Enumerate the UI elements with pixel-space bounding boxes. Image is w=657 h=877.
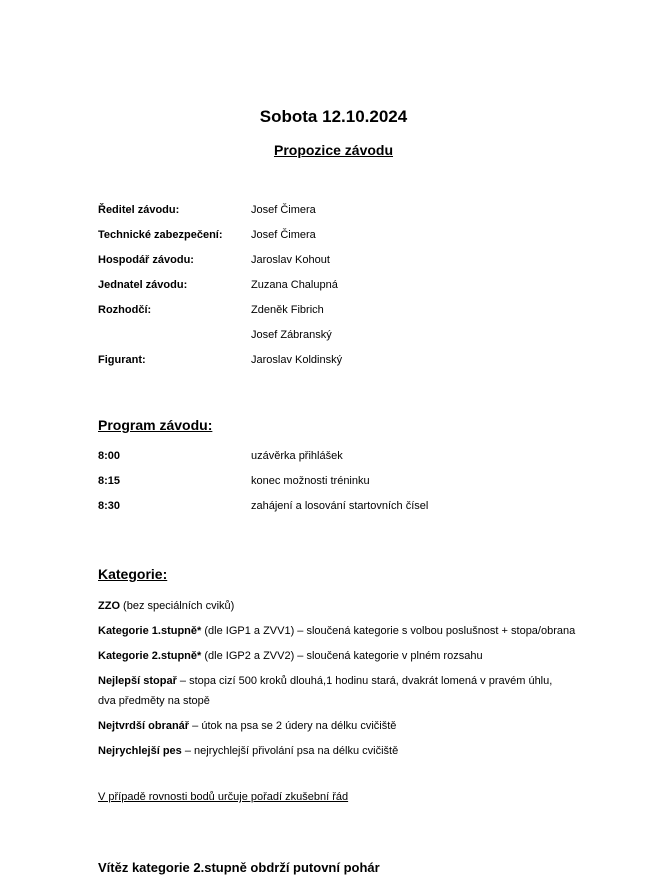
categories-list [98, 596, 576, 761]
official-value: Zdeněk Fibrich [251, 304, 324, 316]
official-value: Josef Čimera [251, 229, 316, 241]
official-row [98, 223, 569, 248]
category-name: Nejtvrdší obranář [98, 720, 190, 732]
program-time: 8:30 [98, 500, 121, 512]
category-description: – nejrychlejší přivolání psa na délku cvičiště [181, 745, 399, 757]
category-description: – útok na psa se 2 údery na délku cvičiště [189, 720, 397, 732]
program-event: konec možnosti tréninku [251, 475, 370, 487]
winner-prize-note: Vítěz kategorie 2.stupně obdrží putovní pohár [98, 860, 380, 875]
official-row [98, 348, 569, 373]
official-label: Figurant: [98, 354, 146, 366]
official-row [98, 198, 569, 223]
official-value: Josef Zábranský [251, 329, 332, 341]
official-value: Jaroslav Koldinský [251, 354, 343, 366]
official-row [98, 323, 569, 348]
official-value: Josef Čimera [251, 204, 316, 216]
category-name: Kategorie 2.stupně* [98, 650, 202, 662]
official-row [98, 273, 569, 298]
official-value: Zuzana Chalupná [251, 279, 338, 291]
program-event: zahájení a losování startovních čísel [251, 500, 429, 512]
category-name: Nejrychlejší pes [98, 745, 182, 757]
category-description: – stopa cizí 500 kroků dlouhá,1 hodinu stará, dvakrát lomená v pravém úhlu, dva předměty na stopě [98, 675, 553, 707]
category-item [98, 646, 569, 666]
officials-list [98, 198, 569, 373]
category-name: ZZO [98, 600, 120, 612]
official-label: Hospodář závodu: [98, 254, 194, 266]
tie-break-note: V případě rovnosti bodů určuje pořadí zkušební řád [98, 791, 349, 803]
category-description: (dle IGP2 a ZVV2) – sloučená kategorie v plném rozsahu [201, 650, 483, 662]
official-row [98, 298, 569, 323]
page-subtitle: Propozice závodu [273, 142, 394, 158]
category-item [98, 596, 569, 616]
category-item [98, 621, 576, 641]
official-value: Jaroslav Kohout [251, 254, 330, 266]
category-description: (bez speciálních cviků) [120, 600, 235, 612]
official-label [98, 323, 251, 348]
official-label: Rozhodčí: [98, 304, 152, 316]
program-time: 8:00 [98, 450, 121, 462]
official-label: Ředitel závodu: [98, 204, 180, 216]
program-row [98, 444, 569, 469]
program-time: 8:15 [98, 475, 121, 487]
category-item [98, 716, 569, 736]
program-event: uzávěrka přihlášek [251, 450, 343, 462]
official-label: Jednatel závodu: [98, 279, 188, 291]
category-item [98, 741, 569, 761]
program-row [98, 494, 569, 519]
category-name: Nejlepší stopař [98, 675, 177, 687]
categories-heading: Kategorie: [98, 566, 168, 582]
category-name: Kategorie 1.stupně* [98, 625, 202, 637]
program-heading: Program závodu: [98, 417, 213, 433]
category-item [98, 671, 569, 711]
official-row [98, 248, 569, 273]
program-schedule [98, 444, 569, 519]
program-row [98, 469, 569, 494]
category-description: (dle IGP1 a ZVV1) – sloučená kategorie s volbou poslušnost + stopa/obrana [201, 625, 576, 637]
official-label: Technické zabezpečení: [98, 229, 223, 241]
page-title: Sobota 12.10.2024 [259, 107, 408, 126]
